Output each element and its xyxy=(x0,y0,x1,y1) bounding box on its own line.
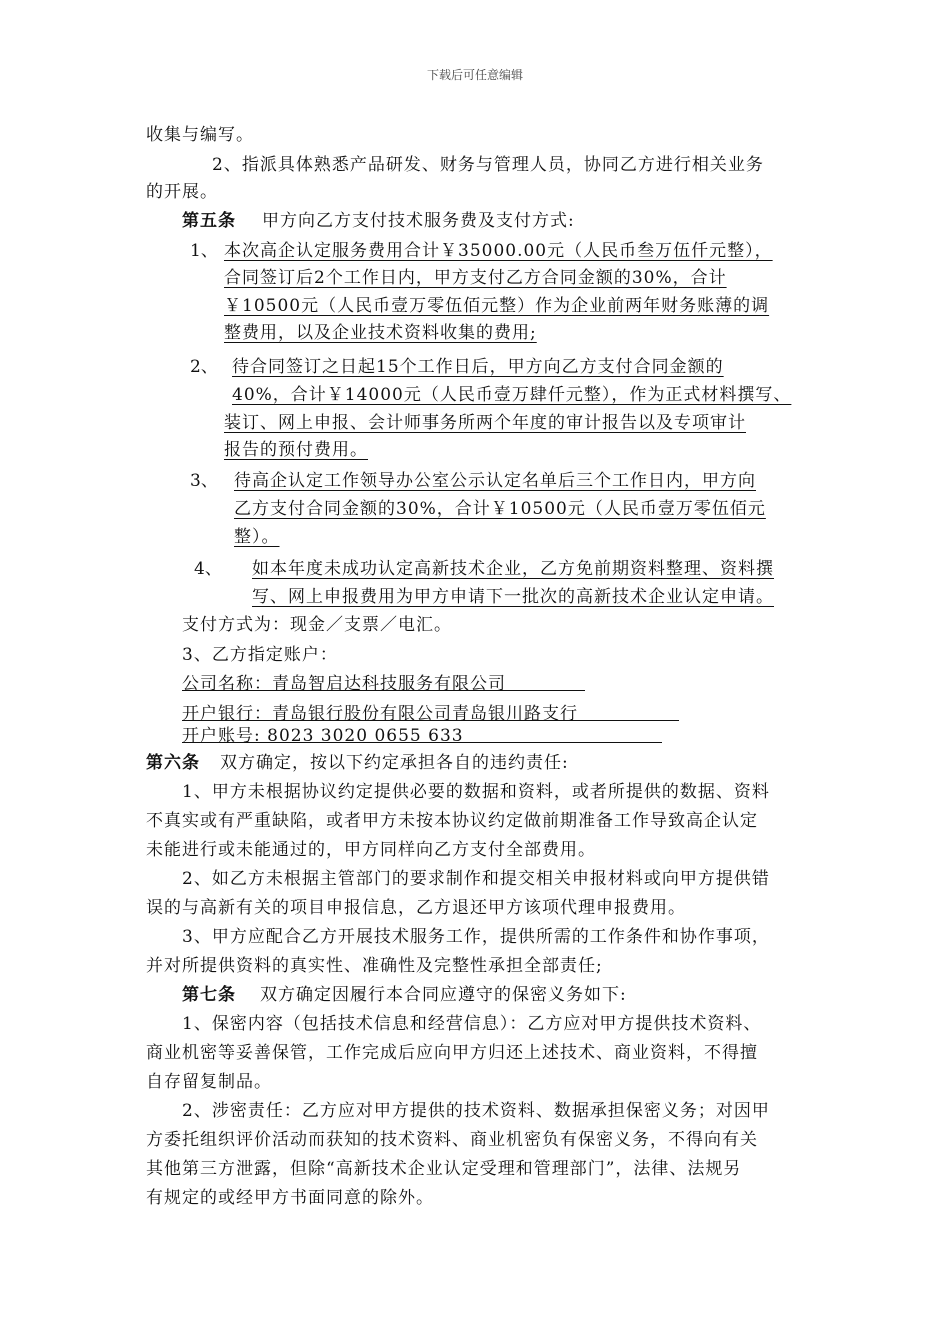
underline-rule xyxy=(182,720,679,721)
article-6-heading: 第六条 xyxy=(146,753,200,773)
item-number: 1、 xyxy=(190,241,218,261)
paragraph-line: 整）。 xyxy=(234,527,280,547)
underline-rule xyxy=(182,742,662,743)
paragraph-line: 如本年度未成功认定高新技术企业，乙方免前期资料整理、资料撰 xyxy=(252,559,774,579)
article-5-title: 甲方向乙方支付技术服务费及支付方式: xyxy=(262,211,575,231)
bank-name: 开户银行：青岛银行股份有限公司青岛银川路支行 xyxy=(182,704,578,724)
paragraph-line: 40%，合计￥14000元（人民币壹万肆仟元整），作为正式材料撰写、 xyxy=(232,385,792,405)
paragraph-line: 方委托组织评价活动而获知的技术资料、商业机密负有保密义务，不得向有关 xyxy=(146,1130,758,1150)
payment-method: 支付方式为：现金／支票／电汇。 xyxy=(182,615,452,635)
underline-rule xyxy=(182,690,585,691)
paragraph-line: 1、保密内容（包括技术信息和经营信息）：乙方应对甲方提供技术资料、 xyxy=(182,1014,762,1034)
paragraph-line: 未能进行或未能通过的，甲方同样向乙方支付全部费用。 xyxy=(146,840,596,860)
paragraph-line: 待高企认定工作领导办公室公示认定名单后三个工作日内，甲方向 xyxy=(234,471,756,491)
company-name: 公司名称：青岛智启达科技服务有限公司 xyxy=(182,674,506,694)
article-7-heading: 第七条 xyxy=(182,985,236,1005)
item-number: 3、 xyxy=(190,471,218,491)
paragraph-line: 2、如乙方未根据主管部门的要求制作和提交相关申报材料或向甲方提供错 xyxy=(182,869,770,889)
paragraph-line: 并对所提供资料的真实性、准确性及完整性承担全部责任; xyxy=(146,956,603,976)
paragraph-line: 整费用，以及企业技术资料收集的费用; xyxy=(224,323,537,343)
article-7-title: 双方确定因履行本合同应遵守的保密义务如下: xyxy=(260,985,627,1005)
paragraph-line: 报告的预付费用。 xyxy=(224,440,368,460)
paragraph-line: 写、网上申报费用为甲方申请下一批次的高新技术企业认定申请。 xyxy=(252,587,774,607)
paragraph-line: 装订、网上申报、会计师事务所两个年度的审计报告以及专项审计 xyxy=(224,413,746,433)
paragraph-line: 合同签订后2个工作日内，甲方支付乙方合同金额的30%，合计 xyxy=(224,268,727,288)
paragraph-line: 收集与编写。 xyxy=(146,125,254,145)
paragraph-line: 本次高企认定服务费用合计￥35000.00元（人民币叁万伍仟元整）， xyxy=(224,241,773,261)
paragraph-line: 3、甲方应配合乙方开展技术服务工作，提供所需的工作条件和协作事项， xyxy=(182,927,770,947)
paragraph-line: 1、甲方未根据协议约定提供必要的数据和资料，或者所提供的数据、资料 xyxy=(182,782,770,802)
paragraph-line: 2、指派具体熟悉产品研发、财务与管理人员，协同乙方进行相关业务 xyxy=(212,155,764,175)
paragraph-line: 2、涉密责任：乙方应对甲方提供的技术资料、数据承担保密义务；对因甲 xyxy=(182,1101,770,1121)
page-header: 下载后可任意编辑 xyxy=(426,68,523,82)
item-number: 2、 xyxy=(190,357,218,377)
article-5-heading: 第五条 xyxy=(182,211,236,231)
paragraph-line: 不真实或有严重缺陷，或者甲方未按本协议约定做前期准备工作导致高企认定 xyxy=(146,811,758,831)
item-number: 4、 xyxy=(194,559,222,579)
paragraph-line: 的开展。 xyxy=(146,182,218,202)
paragraph-line: 乙方支付合同金额的30%，合计￥10500元（人民币壹万零伍佰元 xyxy=(234,499,766,519)
paragraph-line: 误的与高新有关的项目申报信息，乙方退还甲方该项代理申报费用。 xyxy=(146,898,686,918)
paragraph-line: ￥10500元（人民币壹万零伍佰元整）作为企业前两年财务账薄的调 xyxy=(224,296,770,316)
paragraph-line: 待合同签订之日起15个工作日后，甲方向乙方支付合同金额的 xyxy=(232,357,724,377)
paragraph-line: 商业机密等妥善保管，工作完成后应向甲方归还上述技术、商业资料，不得擅 xyxy=(146,1043,758,1063)
paragraph-line: 有规定的或经甲方书面同意的除外。 xyxy=(146,1188,434,1208)
paragraph-line: 自存留复制品。 xyxy=(146,1072,272,1092)
paragraph-line: 其他第三方泄露，但除“高新技术企业认定受理和管理部门”，法律、法规另 xyxy=(146,1159,742,1179)
account-number: 开户账号: 8023 3020 0655 633 xyxy=(182,726,464,746)
article-6-title: 双方确定，按以下约定承担各自的违约责任: xyxy=(220,753,569,773)
account-heading: 3、乙方指定账户： xyxy=(182,645,338,665)
